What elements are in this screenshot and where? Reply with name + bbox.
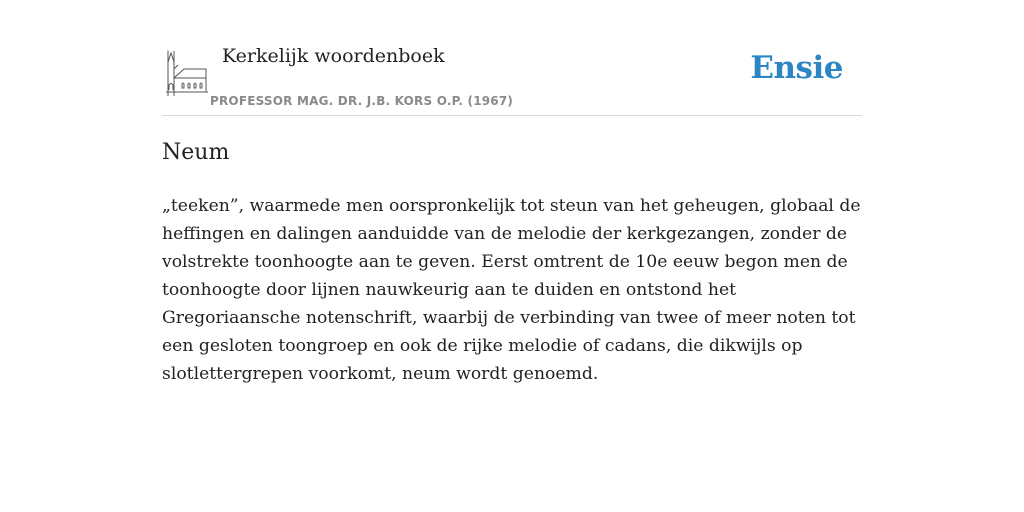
ensie-logo-link[interactable]: Ensie bbox=[750, 50, 843, 86]
book-title[interactable]: Kerkelijk woordenboek bbox=[222, 45, 445, 67]
entry-title: Neum bbox=[162, 140, 230, 165]
church-icon[interactable] bbox=[166, 50, 208, 96]
content-container bbox=[162, 0, 862, 384]
entry-definition: „teeken”, waarmede men oorspronkelijk tot steun van het geheugen, globaal de heffingen en dalingen aanduidde van de melodie der kerkgezangen, zonder de volstrekte toonhoogte aan te geven. Eerst omtrent de 10e eeuw begon men de toonhoogte door lijnen nauwkeurig aan te duiden en ontstond het Gregoriaansche notenschrift, waarbij de verbinding van twee of meer noten tot een gesloten toongroep en ook de rijke melodie of cadans, die dikwijls op slotlettergrepen voorkomt, neum wordt genoemd. bbox=[162, 196, 861, 384]
book-author: PROFESSOR MAG. DR. J.B. KORS O.P. (1967) bbox=[210, 94, 514, 108]
book-header bbox=[162, 0, 862, 116]
